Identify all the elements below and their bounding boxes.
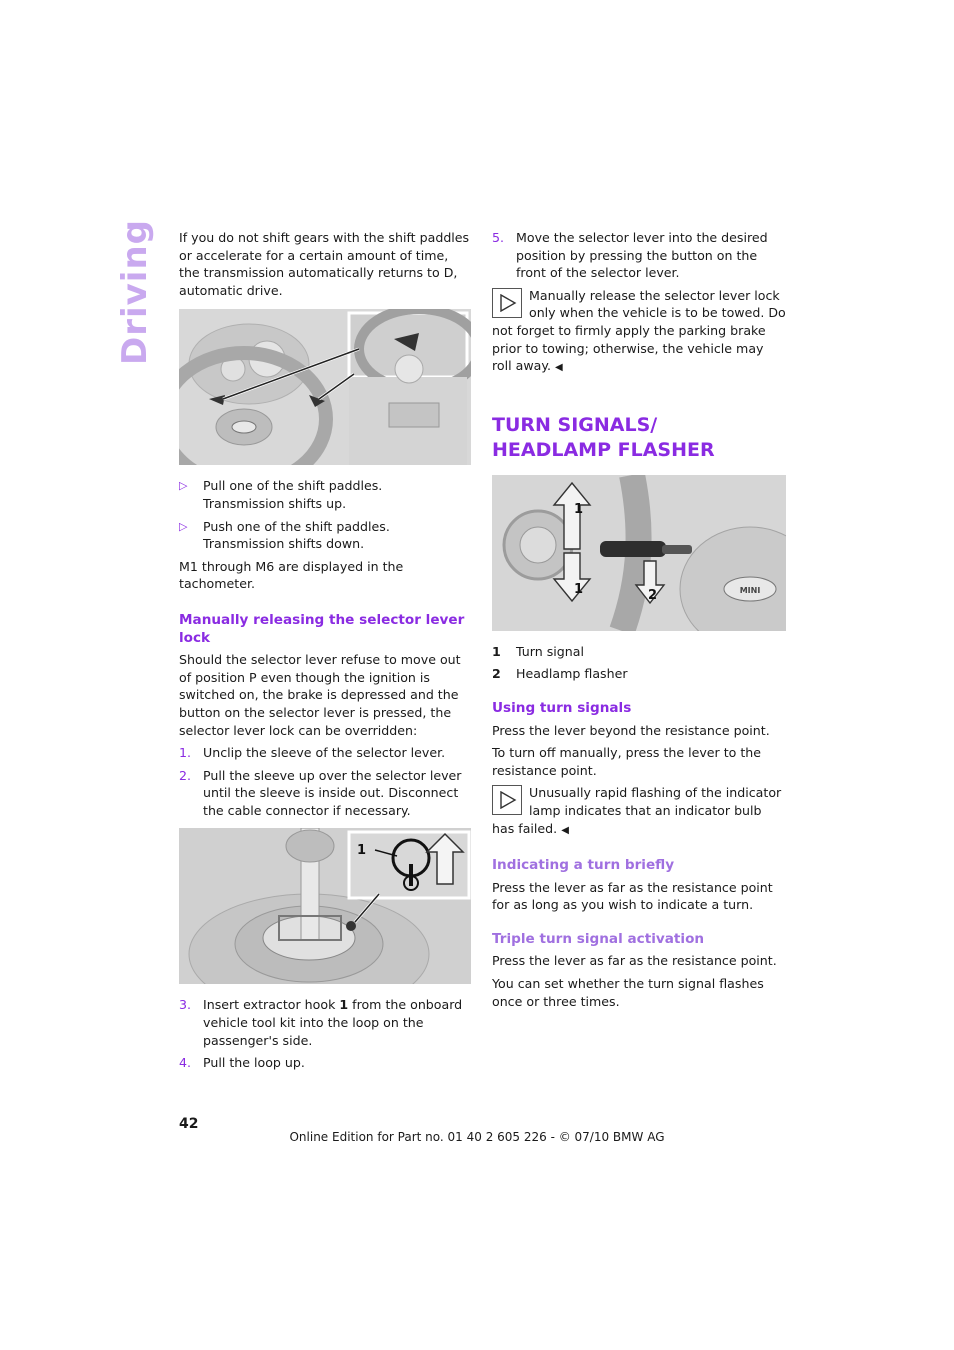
legend-turn-signal	[492, 643, 786, 661]
bulb-note	[492, 784, 786, 839]
step-number: 3.	[179, 997, 192, 1013]
briefly-text: Press the lever as far as the resistance point for as long as you wish to indicate a turn.	[492, 879, 773, 913]
bullet-text-result: Transmission shifts down.	[203, 536, 365, 552]
steering-wheel-illustration	[179, 309, 471, 465]
legend-text: Turn signal	[516, 643, 584, 659]
legend-headlamp-flasher	[492, 665, 786, 683]
end-marker-icon: ◀	[555, 362, 563, 374]
step-number: 4.	[179, 1055, 192, 1071]
using-text-1: Press the lever beyond the resistance point.	[492, 722, 770, 738]
step-text: Unclip the sleeve of the selector lever.	[203, 745, 446, 761]
override-paragraph: Should the selector lever refuse to move out of position P even though the ignition is switched on, the brake is depressed and the button on the selector lever is pressed, the selector lever lock can be overridden:	[179, 652, 461, 738]
intro-paragraph: If you do not shift gears with the shift paddles or accelerate for a certain amount of time, the transmission automatically returns to D, automatic drive.	[179, 230, 470, 298]
step-5	[492, 229, 786, 282]
selector-lever-illustration	[179, 828, 471, 984]
step-2	[179, 767, 471, 820]
figure-label-1-bottom: 1	[574, 581, 584, 597]
main-heading-line2: HEADLAMP FLASHER	[492, 438, 715, 461]
step-text-part: Insert extractor hook	[203, 997, 340, 1013]
turn-signal-illustration	[492, 475, 786, 631]
triangle-play-icon	[492, 288, 522, 318]
bullet-shift-down	[179, 518, 471, 553]
mini-logo: MINI	[739, 585, 761, 595]
using-text-2: To turn off manually, press the lever to the resistance point.	[492, 745, 762, 778]
step-text: Move the selector lever into the desired position by pressing the button on the front of the selector lever.	[516, 230, 768, 281]
bullet-arrow-icon: ▷	[179, 519, 188, 533]
footer-edition: Online Edition for Part no. 01 40 2 605 226 - © 07/10 BMW AG	[289, 1130, 665, 1144]
step-4	[179, 1054, 471, 1072]
step-number: 2.	[179, 767, 192, 783]
step-text: Pull the loop up.	[203, 1055, 305, 1071]
side-tab-driving	[115, 218, 155, 366]
heading-selector-lever-lock: Manually releasing the selector lever lock	[179, 611, 465, 646]
bullet-shift-up	[179, 477, 471, 512]
end-marker-icon: ◀	[561, 824, 569, 836]
bullet-text-result: Transmission shifts up.	[203, 495, 347, 511]
step-text: Pull the sleeve up over the selector lever until the sleeve is inside out. Disconnect the cable connector if necessary.	[203, 767, 462, 818]
legend-text: Headlamp flasher	[516, 666, 628, 682]
bullet-text: Push one of the shift paddles.	[203, 518, 390, 534]
left-column	[179, 229, 471, 1077]
towing-note-text: Manually release the selector lever lock only when the vehicle is to be towed. Do not forget to firmly apply the parking brake prior to towing; otherwise, the vehicle may roll away.	[492, 287, 786, 374]
triple-text-1: Press the lever as far as the resistance point.	[492, 953, 777, 969]
tachometer-note: M1 through M6 are displayed in the tachometer.	[179, 558, 404, 592]
towing-note	[492, 287, 786, 377]
bulb-note-text: Unusually rapid flashing of the indicator lamp indicates that an indicator bulb has failed.	[492, 785, 782, 836]
heading-triple-turn-signal: Triple turn signal activation	[492, 930, 705, 947]
heading-indicating-turn-briefly: Indicating a turn briefly	[492, 857, 675, 874]
step-text-bold: 1	[339, 997, 349, 1013]
main-heading-turn-signals	[492, 413, 786, 463]
page-number: 42	[179, 1116, 199, 1132]
step-number: 5.	[492, 230, 505, 245]
legend-number: 1	[492, 643, 501, 659]
bullet-text: Pull one of the shift paddles.	[203, 478, 383, 494]
figure-label-1-top: 1	[574, 501, 584, 517]
figure-shift-paddles	[179, 309, 471, 465]
step-text-part: from the onboard vehicle tool kit into the loop on the passenger's side.	[203, 997, 463, 1048]
step-3	[179, 996, 471, 1049]
heading-using-turn-signals: Using turn signals	[492, 699, 632, 716]
step-number: 1.	[179, 745, 192, 761]
figure-extractor-hook	[179, 828, 471, 984]
step-text	[203, 996, 471, 1049]
step-1	[179, 744, 471, 762]
triple-text-2: You can set whether the turn signal flashes once or three times.	[492, 976, 764, 1009]
triangle-play-icon	[492, 785, 522, 815]
figure-label-1: 1	[357, 843, 367, 859]
figure-turn-signal-lever	[492, 475, 786, 631]
figure-label-2: 2	[648, 587, 658, 603]
main-heading-line1: TURN SIGNALS/	[492, 413, 658, 436]
side-tab-label: Driving	[115, 218, 155, 366]
right-column	[492, 229, 786, 1015]
bullet-arrow-icon: ▷	[179, 479, 188, 493]
legend-number: 2	[492, 666, 501, 682]
